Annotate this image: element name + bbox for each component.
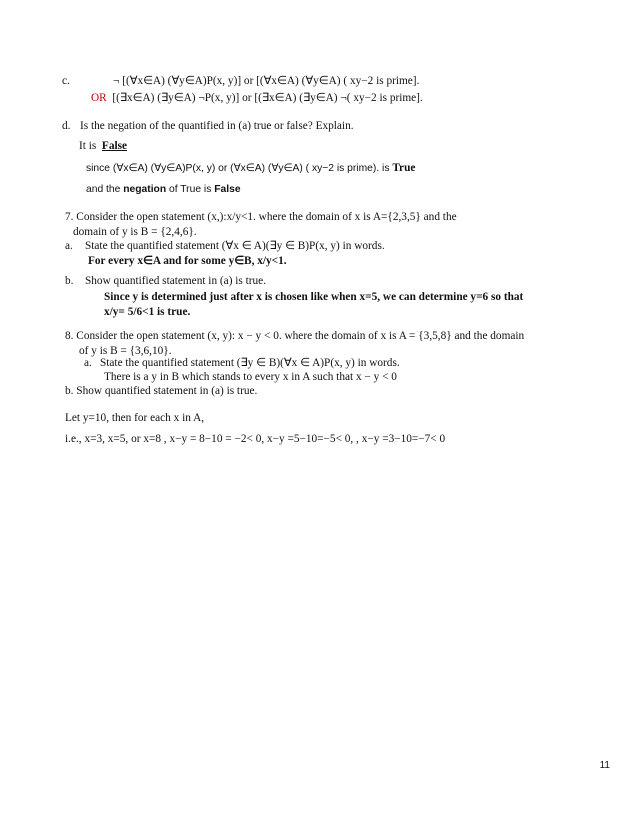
q7-b-text: Show quantified statement in (a) is true. (85, 275, 267, 287)
q8-domain: of y is B = {3,6,10}. (79, 345, 172, 357)
c-line2-text: [(∃x∈A) (∃y∈A) ¬P(x, y)] or [(∃x∈A) (∃y∈A) ¬( xy−2 is prime]. (112, 92, 423, 104)
d-since (86, 161, 415, 176)
q8-let: Let y=10, then for each x in A, (65, 412, 205, 424)
c-line2 (91, 91, 423, 105)
or-word: OR (91, 92, 107, 104)
of-true-is: of True is (169, 184, 212, 195)
true-word: True (392, 162, 416, 174)
d-label: d. (62, 120, 71, 132)
c-line1: ¬ [(∀x∈A) (∀y∈A)P(x, y)] or [(∀x∈A) (∀y∈A) ( xy−2 is prime]. (113, 75, 420, 87)
q7-b-answer1: Since y is determined just after x is chosen like when x=5, we can determine y=6 so that (104, 291, 524, 303)
q7-a-answer: For every x∈A and for some y∈B, x/y<1. (88, 255, 287, 267)
since-text: since (∀x∈A) (∀y∈A)P(x, y) or (∀x∈A) (∀y∈A) ( xy−2 is prime). is (86, 163, 390, 174)
d-question: Is the negation of the quantified in (a) true or false? Explain. (80, 120, 354, 132)
q7-a-text: State the quantified statement (∀x ∈ A)(∃y ∈ B)P(x, y) in words. (85, 240, 385, 252)
false-end: False (214, 184, 241, 195)
q7-b-label: b. (65, 275, 74, 287)
page-number: 11 (599, 760, 610, 771)
q7-a-label: a. (65, 240, 73, 252)
false-word: False (101, 140, 128, 152)
q8-a-answer: There is a y in B which stands to every x in A such that x − y < 0 (104, 371, 397, 383)
q8-b-text: b. Show quantified statement in (a) is true. (65, 385, 258, 397)
q8-statement: 8. Consider the open statement (x, y): x − y < 0. where the domain of x is A = {3,5,8} and the domain (65, 330, 525, 342)
it-is-text: It is (79, 140, 97, 152)
q8-ie: i.e., x=3, x=5, or x=8 , x−y = 8−10 = −2< 0, x−y =5−10=−5< 0, , x−y =3−10=−7< 0 (65, 433, 446, 445)
c-label: c. (62, 75, 70, 87)
d-negation-line (86, 183, 241, 197)
q7-domain: domain of y is B = {2,4,6}. (73, 226, 197, 238)
q7-b-answer2: x/y= 5/6<1 is true. (104, 306, 191, 318)
d-it-is (79, 139, 127, 153)
and-the: and the (86, 184, 121, 195)
q8-a-label: a. (84, 357, 92, 369)
q8-a-text: State the quantified statement (∃y ∈ B)(∀x ∈ A)P(x, y) in words. (100, 357, 400, 369)
negation-word: negation (123, 184, 167, 195)
q7-statement: 7. Consider the open statement (x,):x/y<1. where the domain of x is A={2,3,5} and the (65, 211, 457, 223)
